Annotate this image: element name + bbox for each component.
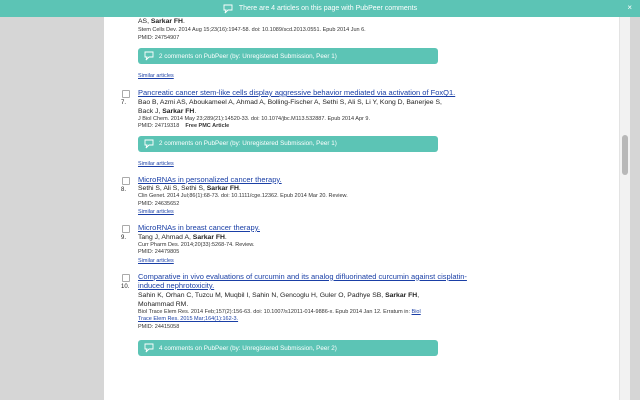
article-title[interactable]: Pancreatic cancer stem-like cells display aggressive behavior mediated via activation of FoxQ1.	[138, 88, 456, 97]
article-7	[118, 88, 518, 168]
article-citation-cont	[138, 316, 518, 324]
pubpeer-banner	[0, 0, 640, 17]
article-authors: Tang J, Ahmad A, Sarkar FH.	[138, 233, 227, 241]
article-citation: Biol Trace Elem Res. 2014 Feb;157(2):156-63. doi: 10.1007/s12011-014-9886-x. Epub 2014 Jan 12. Erratum in: Biol	[138, 308, 421, 315]
pubpeer-label: 4 comments on PubPeer (by: Unregistered Submission, Peer 2)	[159, 344, 337, 352]
article-authors: AS, Sarkar FH.	[138, 18, 185, 25]
pubpeer-bubble-icon	[144, 343, 154, 353]
article-checkbox[interactable]	[122, 177, 130, 185]
vertical-scrollbar[interactable]	[619, 0, 630, 400]
article-pmid: PMID: 24754907	[138, 34, 180, 41]
erratum-link[interactable]: Biol	[411, 308, 421, 315]
article-checkbox[interactable]	[122, 90, 130, 98]
article-checkbox[interactable]	[122, 274, 130, 282]
article-title[interactable]: MicroRNAs in breast cancer therapy.	[138, 223, 260, 232]
article-title[interactable]: MicroRNAs in personalized cancer therapy.	[138, 174, 282, 184]
similar-articles-link[interactable]: Similar articles	[138, 209, 174, 215]
results-page	[104, 0, 630, 400]
article-number: 10.	[121, 283, 130, 290]
article-pmid: PMID: 24719318 Free PMC Article	[138, 123, 230, 129]
article-citation: Stem Cells Dev. 2014 Aug 15;23(16):1947-58. doi: 10.1089/scd.2013.0551. Epub 2014 Jun 6.	[138, 27, 366, 33]
pubpeer-bubble-icon	[144, 139, 154, 149]
article-authors: Sethi S, Ali S, Sethi S, Sarkar FH.	[138, 185, 241, 192]
article-number: 8.	[121, 186, 127, 193]
article-number: 9.	[121, 235, 127, 241]
pubpeer-label: 2 comments on PubPeer (by: Unregistered Submission, Peer 1)	[159, 140, 337, 147]
similar-articles-link[interactable]: Similar articles	[138, 73, 174, 79]
pubpeer-label: 2 comments on PubPeer (by: Unregistered Submission, Peer 1)	[159, 52, 337, 60]
article-pmid: PMID: 24415058	[138, 323, 180, 330]
close-icon[interactable]: ×	[627, 3, 632, 12]
article-number: 7.	[121, 100, 127, 106]
similar-articles-link[interactable]: Similar articles	[138, 160, 174, 167]
article-citation: J Biol Chem. 2014 May 23;289(21):14520-33. doi: 10.1074/jbc.M113.532887. Epub 2014 Apr 9.	[138, 115, 370, 122]
erratum-link-cont[interactable]: Trace Elem Res. 2015 Mar;164(1):162-3.	[138, 316, 239, 322]
pubpeer-bubble-icon	[223, 4, 233, 14]
pubpeer-bubble-icon	[144, 51, 154, 61]
free-pmc-label: Free PMC Article	[185, 123, 230, 129]
article-10	[118, 272, 518, 357]
article-pmid: PMID: 24635652	[138, 200, 180, 207]
article-pmid: PMID: 24479805	[138, 249, 180, 255]
pubpeer-comments-button[interactable]	[138, 340, 438, 356]
article-title[interactable]: Comparative in vivo evaluations of curcumin and its analog difluorinated curcumin against cisplatin- induced nephrotoxicity.	[138, 271, 467, 290]
article-authors: Sahin K, Orhan C, Tuzcu M, Muqbil I, Sahin N, Gencoglu H, Guler O, Padhye SB, Sarkar FH,	[138, 291, 420, 299]
similar-articles-link[interactable]: Similar articles	[138, 257, 174, 264]
scrollbar-thumb[interactable]	[622, 135, 628, 175]
pubpeer-comments-button[interactable]	[138, 136, 438, 152]
article-citation: Curr Pharm Des. 2014;20(33):5268-74. Review.	[138, 241, 255, 248]
article-citation: Clin Genet. 2014 Jul;86(1):68-73. doi: 10.1111/cge.12362. Epub 2014 Mar 20. Review.	[138, 193, 348, 199]
article-checkbox[interactable]	[122, 225, 130, 233]
article-6	[118, 17, 518, 80]
pubpeer-comments-button[interactable]	[138, 48, 438, 64]
banner-text: There are 4 articles on this page with PubPeer comments	[238, 5, 418, 12]
article-authors-cont: Back J, Sarkar FH.	[138, 107, 197, 115]
article-authors-cont: Mohammad RM.	[138, 300, 189, 308]
article-authors: Bao B, Azmi AS, Aboukameel A, Ahmad A, Bolling-Fischer A, Sethi S, Ali S, Li Y, Kong D, Banerjee S,	[138, 98, 442, 106]
results-list	[118, 0, 518, 356]
article-9	[118, 223, 518, 265]
article-8	[118, 175, 518, 217]
